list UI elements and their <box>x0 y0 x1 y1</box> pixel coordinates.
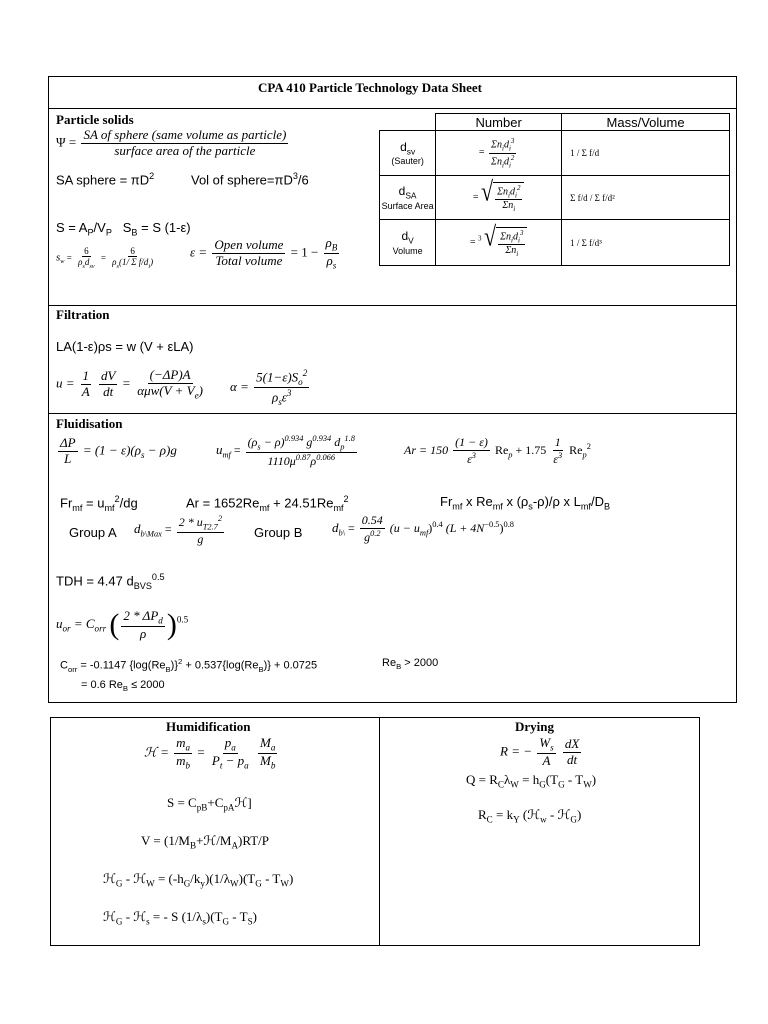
orifice-condition-1: $Re_B > 2000$ <box>382 657 439 672</box>
diameter-table <box>379 113 730 266</box>
wet-bulb-eq: ℋ$_G$ - ℋ$_W$ = $(-h_G/k_y)(1/\lambda_W)(T_G - T_W)$ <box>103 871 294 889</box>
orifice-coefficient-eq: $C_{orr} = -0.1147$ $\{\log(Re_B)\}^2 + 0.537\{\log(Re_B)\} + 0.0725$ <box>60 657 318 674</box>
archimedes-reynolds-eq: $Ar = 1652Re_{mf} + 24.51Re_{mf}^2$ <box>186 494 349 513</box>
filtration-mass-balance: LA(1-ε)ρs = w (V + εLA) <box>56 339 194 354</box>
filtration-velocity-eq: u = $\frac{1}{A}$ $\frac{dV}{dt}$ = $\frac{(-\Delta P)A}{\alpha\mu w(V + V_e)}$ <box>56 367 203 401</box>
sqrt-icon: √ <box>481 175 494 207</box>
col-mass-header: Mass/Volume <box>562 114 730 131</box>
page-title: CPA 410 Particle Technology Data Sheet <box>258 80 482 95</box>
sw-equation: $s_w$ = $\frac{6}{\rho_sd_{sv}}$ = $\frac{6}{\rho_s(1/ \Sigma f/d_i)}$ <box>56 246 154 271</box>
group-a-label: Group A <box>69 525 117 540</box>
psi-equation: Ψ = $\frac{\text{SA of sphere (same volume as particle)}}{\text{surface area of the particle}}$ <box>56 127 287 158</box>
specific-resistance-eq: α = $\frac{5(1-\varepsilon)S_o^2}{\rho_s\varepsilon^3}$ <box>230 368 308 408</box>
froude-eq: $Fr_{mf} = u_{mf}^2/dg$ <box>60 494 138 513</box>
adiabatic-saturation-eq: ℋ$_G$ - ℋ$_s$ = - S $(1/\lambda_s)(T_G - T_S)$ <box>103 909 257 927</box>
particle-heading: Particle solids <box>56 112 134 127</box>
froude-reynolds-product: $Fr_{mf}$ x $Re_{mf}$ x $(\rho_s-\rho)/\rho$ x $L_{mf}/D_B$ <box>440 494 611 512</box>
table-header-row <box>380 114 730 131</box>
bubble-max-eq: $d_{b\backslash Max}$ = $\frac{2 * u_{T2.7}^2}{g}$ <box>134 514 223 547</box>
humid-heat-eq: $S = C_{pB}+C_{pA}ℋ$] <box>167 795 252 813</box>
voidage-equation: ε = $\frac{\text{Open volume}}{\text{Total volume}}$ = 1 − $\frac{\rho_B}{\rho_s}$ <box>190 235 338 271</box>
heat-transfer-eq: $Q = R_C\lambda_W = h_G(T_G - T_W)$ <box>466 772 597 790</box>
s-equation: $S = A_P/V_P$ $S_B = S$ (1-ε) <box>56 220 191 238</box>
table-row: $d_V$ Volume = $^3$ √ $\frac{\Sigma n_id_i^3}{\Sigma n_i}$ 1 / Σ f/d³ <box>380 220 730 266</box>
group-b-label: Group B <box>254 525 303 540</box>
table-row: $d_{SA}$ Surface Area = √ $\frac{\Sigma n_id_i^2}{\Sigma n_i}$ Σ f/d / Σ f/d² <box>380 176 730 220</box>
umf-equation: $u_{mf}$ = $\frac{(\rho_s - \rho)^{0.934} g^{0.934} d_p^{1.8}}{1110\mu^{0.87}\rho^{0.066}}$ <box>216 434 355 469</box>
col-number-header: Number <box>436 114 562 131</box>
filtration-heading: Filtration <box>56 307 110 322</box>
table-row: $d_{sv}$ (Sauter) = $\frac{\Sigma n_id_i^3}{\Sigma n_id_i^2}$ 1 / Σ f/d <box>380 131 730 176</box>
orifice-condition-2: = 0.6 $Re_B \le 2000$ <box>81 679 165 694</box>
pressure-drop-eq: $\frac{\Delta P}{L}$ = $(1 - \varepsilon)(\rho_s - \rho)g$ <box>60 435 177 466</box>
bubble-diameter-eq: $d_{b\backslash}$ = $\frac{0.54}{g^{0.2}}$ $(u - u_{mf})^{0.4}$ $(L + 4N^{-0.5})^{0.8}$ <box>332 513 514 544</box>
vol-sphere: Vol of $sphere=\pi D^3/6$ <box>191 171 309 188</box>
archimedes-eq: Ar = 150 $\frac{(1 - \varepsilon)}{\varepsilon^3}$ $Re_p + 1.75$ $\frac{1}{\varepsilon^3}$ $Re_p^2$ <box>404 435 591 466</box>
cube-root-icon: √ <box>484 220 497 252</box>
mass-transfer-eq: $R_C = k_Y$ (ℋ$_w$ - ℋ$_G$) <box>478 807 582 825</box>
tdh-equation: TDH = 4.47 $d_{BVS}^{0.5}$ <box>56 572 165 591</box>
orifice-velocity-eq: $u_{or} = C_{orr}$ ( $\frac{2 * \Delta P_d}{\rho}$ )$^{0.5}$ <box>56 607 189 641</box>
fluidisation-heading: Fluidisation <box>56 416 123 431</box>
drying-rate-eq: R = − $\frac{W_s}{A}$ $\frac{dX}{dt}$ <box>500 735 580 769</box>
sa-sphere: SA sphere = $\pi D^2$ <box>56 171 155 188</box>
drying-heading: Drying <box>515 719 554 734</box>
humid-volume-eq: $V = (1/M_B+ℋ/M_A)RT/P$ <box>141 833 270 851</box>
humidification-heading: Humidification <box>166 719 251 734</box>
humidity-equation: ℋ = $\frac{m_a}{m_b}$ = $\frac{p_a}{P_t - p_a}$ $\frac{M_a}{M_b}$ <box>144 735 276 771</box>
